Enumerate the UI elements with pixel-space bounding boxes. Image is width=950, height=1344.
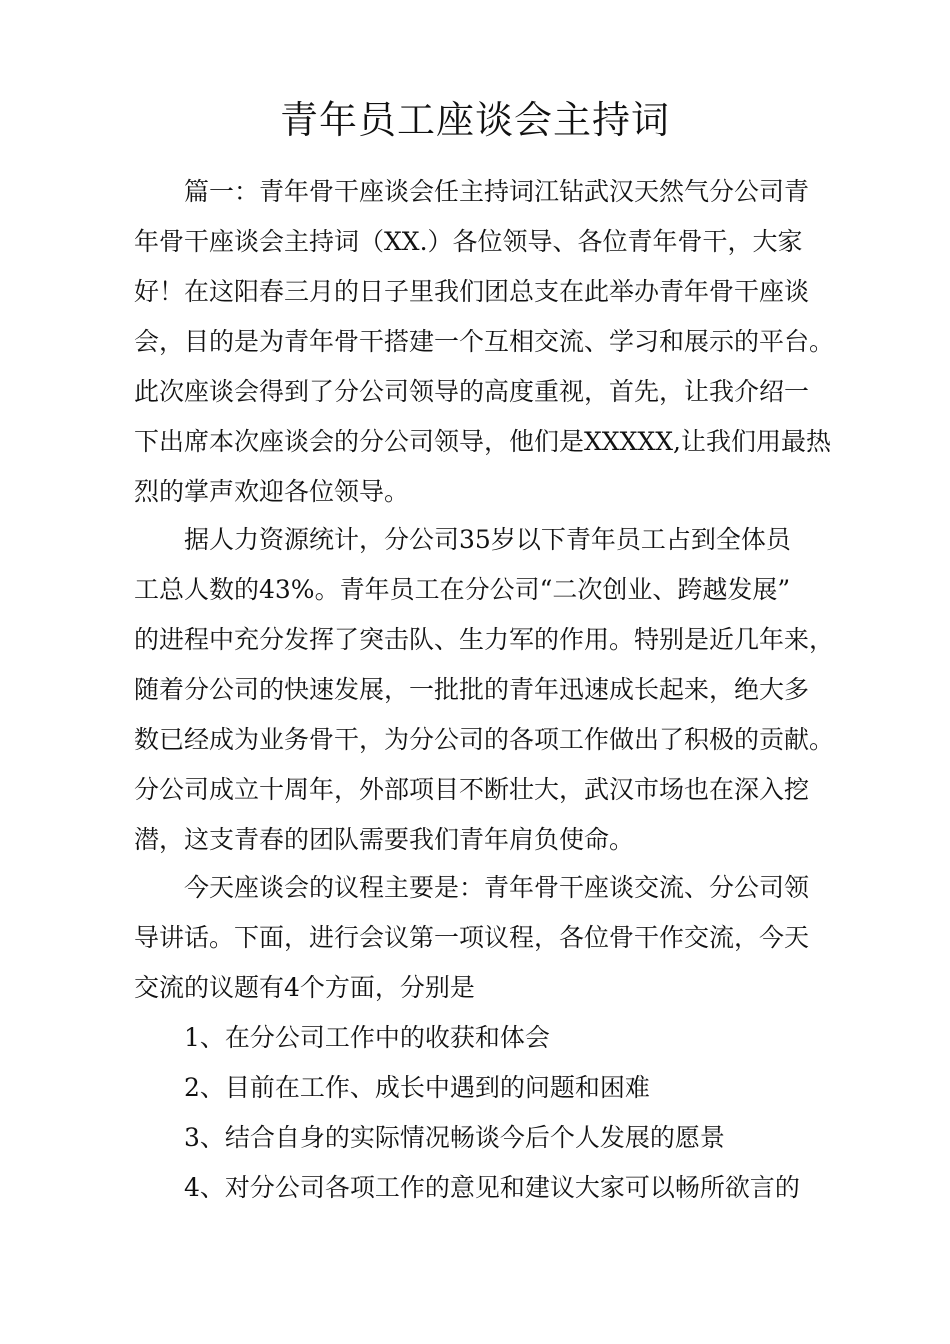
text-line: 篇一：青年骨干座谈会任主持词江钻武汉天然气分公司青 [134,177,810,206]
text-line: 数已经成为业务骨干，为分公司的各项工作做出了积极的贡献。 [134,725,835,754]
document-title: 青年员工座谈会主持词 [279,98,670,142]
text-line: 下出席本次座谈会的分公司领导，他们是XXXXX,让我们用最热 [134,427,831,456]
list-item: 2、目前在工作、成长中遇到的问题和困难 [134,1073,650,1102]
text-line: 据人力资源统计，分公司35岁以下青年员工占到全体员 [134,525,791,554]
text-line: 分公司成立十周年，外部项目不断壮大，武汉市场也在深入挖 [134,775,810,804]
text-line: 导讲话。下面，进行会议第一项议程，各位骨干作交流，今天 [134,923,810,952]
text-line: 今天座谈会的议程主要是：青年骨干座谈交流、分公司领 [134,873,810,902]
list-item: 1、在分公司工作中的收获和体会 [134,1023,550,1052]
text-line: 烈的掌声欢迎各位领导。 [134,477,410,506]
text-line: 工总人数的43%。青年员工在分公司“二次创业、跨越发展” [134,575,791,604]
text-line: 会，目的是为青年骨干搭建一个互相交流、学习和展示的平台。 [134,327,835,356]
text-line: 潜，这支青春的团队需要我们青年肩负使命。 [134,825,635,854]
text-line: 此次座谈会得到了分公司领导的高度重视，首先，让我介绍一 [134,377,810,406]
text-line: 交流的议题有4个方面，分别是 [134,973,475,1002]
text-line: 年骨干座谈会主持词（XX.）各位领导、各位青年骨干，大家 [134,227,803,256]
text-line: 随着分公司的快速发展，一批批的青年迅速成长起来，绝大多 [134,675,810,704]
text-line: 好！在这阳春三月的日子里我们团总支在此举办青年骨干座谈 [134,277,810,306]
list-item: 4、对分公司各项工作的意见和建议大家可以畅所欲言的 [134,1173,800,1202]
text-line: 的进程中充分发挥了突击队、生力军的作用。特别是近几年来， [134,625,835,654]
list-item: 3、结合自身的实际情况畅谈今后个人发展的愿景 [134,1123,725,1152]
